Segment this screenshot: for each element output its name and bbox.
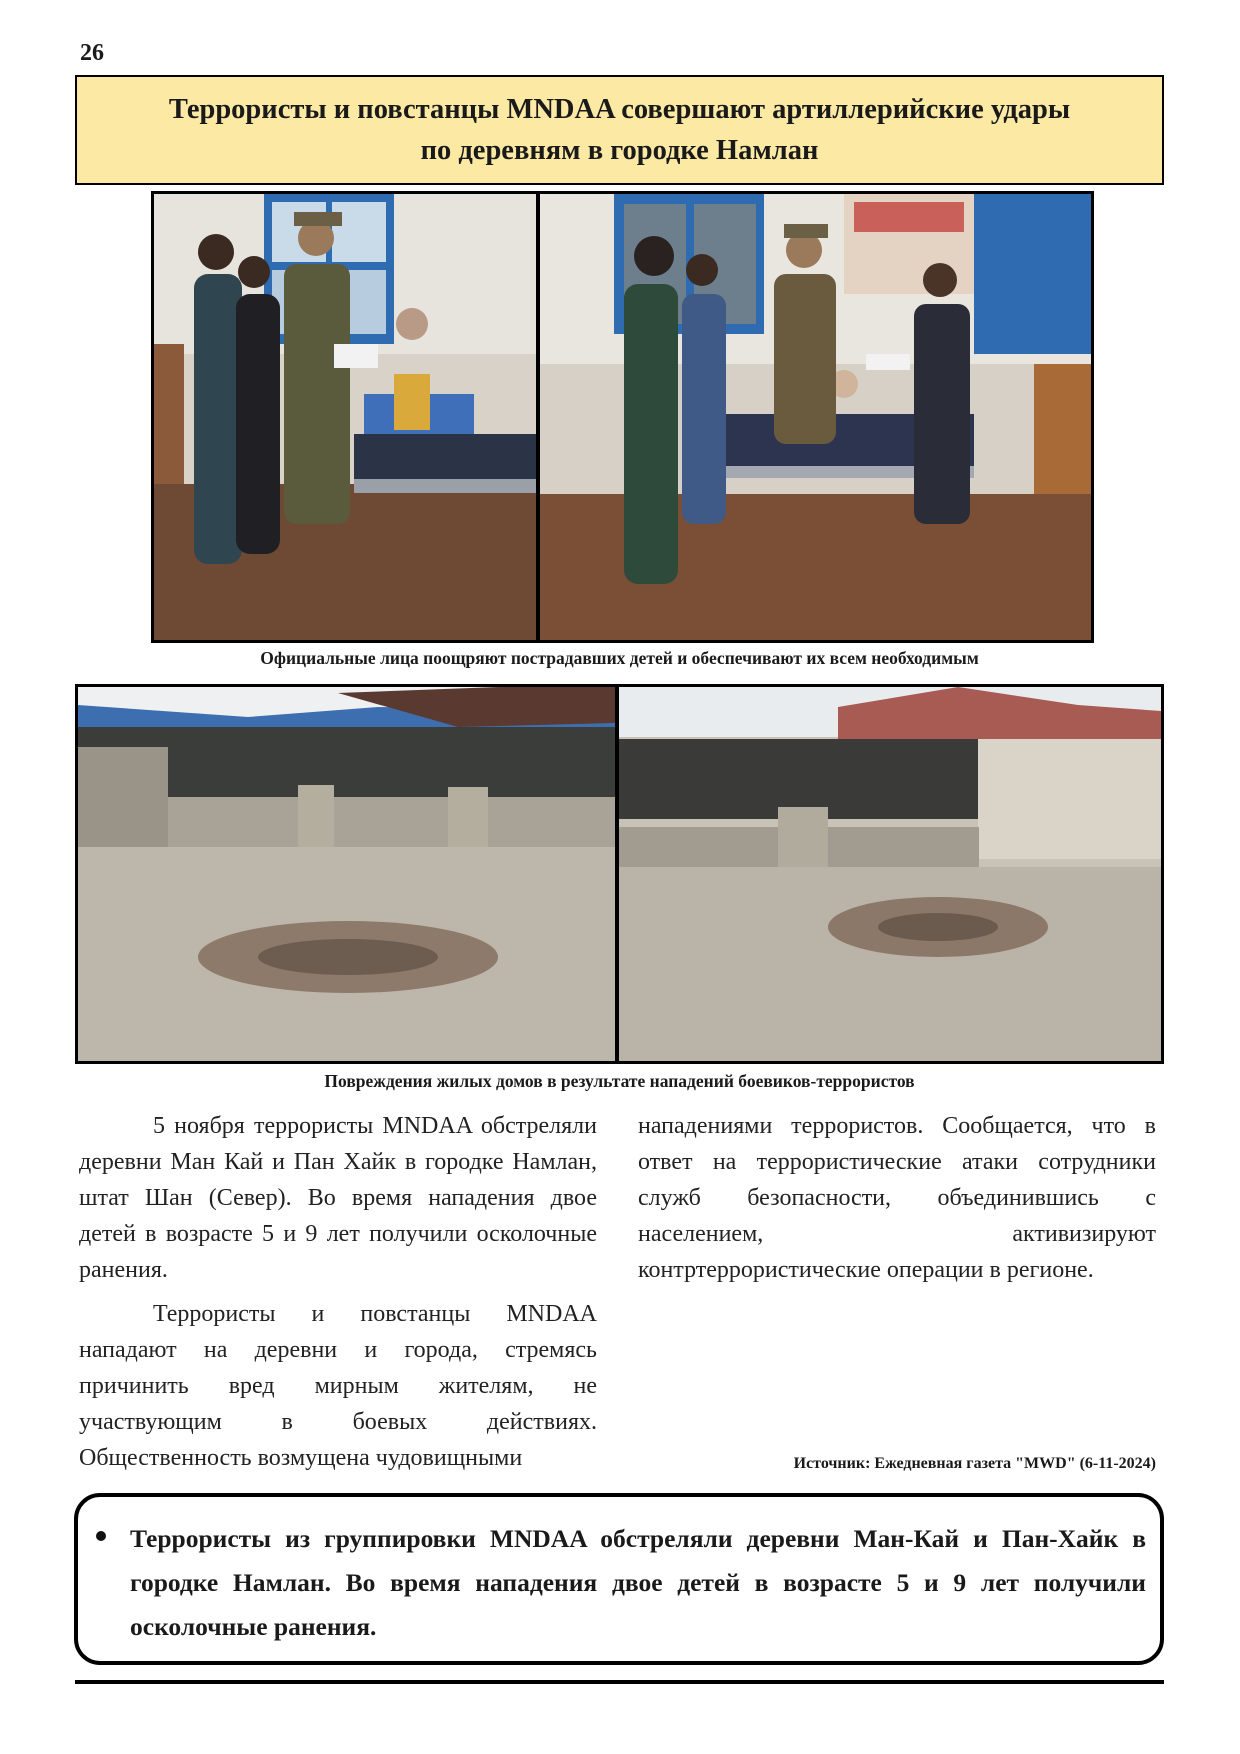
article-paragraph-1: 5 ноября террористы MNDAA обстреляли деревни Ман Кай и Пан Хайк в городке Намлан, штат Шан (Север). Во время нападения двое детей в возрасте 5 и 9 лет получили осколочные ранения. <box>79 1113 597 1283</box>
hospital-photos <box>154 194 1091 640</box>
article-paragraph-2: Террористы и повстанцы MNDAA нападают на деревни и города, стремясь причинить вред мирным жителям, не участвующим в боевых действиях. Общественность возмущена чудовищными <box>79 1301 597 1471</box>
article-title-line-1: Террористы и повстанцы MNDAA совершают артиллерийские удары <box>168 94 1071 125</box>
bottom-rule <box>75 1680 1164 1684</box>
damage-photo-left <box>78 687 615 1061</box>
summary-text: Террористы из группировки MNDAA обстреляли деревни Ман-Кай и Пан-Хайк в городке Намлан. Во время нападения двое детей в возрасте 5 и 9 лет получили осколочные ранения. <box>130 1524 1146 1641</box>
damage-photo-right <box>619 687 1161 1061</box>
top-photo-caption: Официальные лица поощряют пострадавших детей и обеспечивают их всем необходимым <box>260 648 979 668</box>
bullet-icon <box>96 1531 106 1541</box>
top-photo-frame <box>151 191 1094 643</box>
article-right-column <box>638 1108 1156 1288</box>
article-left-column <box>79 1108 597 1478</box>
hospital-photo-right <box>540 194 1091 640</box>
bottom-photo-caption: Повреждения жилых домов в результате нападений боевиков-террористов <box>324 1071 915 1091</box>
page-number: 26 <box>80 40 104 66</box>
article-title-line-2: по деревням в городке Намлан <box>420 135 819 166</box>
article-paragraph-3: нападениями террористов. Сообщается, что в ответ на террористические атаки сотрудники служб безопасности, объединившись с населением, активизируют контртеррористические операции в регионе. <box>638 1113 1156 1283</box>
summary-box <box>74 1493 1164 1665</box>
article-title-box <box>75 75 1164 185</box>
hospital-photo-left <box>154 194 536 640</box>
bottom-photo-frame <box>75 684 1164 1064</box>
article-source: Источник: Ежедневная газета "MWD" (6-11-2024) <box>793 1455 1156 1472</box>
damage-photos <box>78 687 1161 1061</box>
